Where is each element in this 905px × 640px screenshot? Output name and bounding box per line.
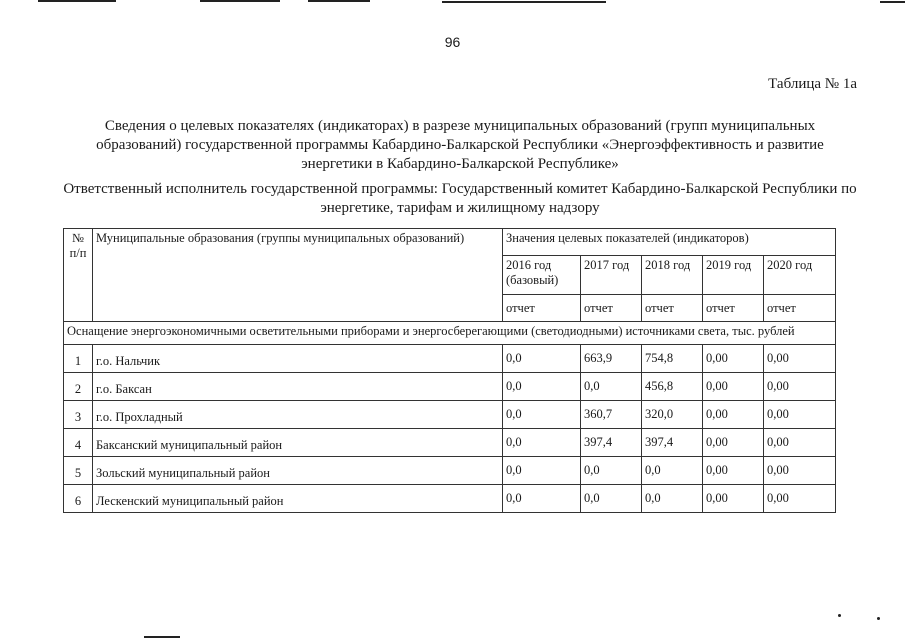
header-num: № п/п [64, 229, 93, 322]
row-value: 397,4 [581, 429, 642, 457]
row-value: 360,7 [581, 401, 642, 429]
row-value: 320,0 [642, 401, 703, 429]
document-title: Сведения о целевых показателях (индикаторах) в разрезе муниципальных образований (групп муниципальных образований) государственной программы Кабардино-Балкарской Республики «Энергоэффективность и развитие энергетики в Кабардино-Балкарской Республике» [96, 118, 824, 172]
row-value: 0,00 [764, 485, 836, 513]
row-value: 0,0 [503, 401, 581, 429]
row-value: 0,0 [642, 457, 703, 485]
row-value: 0,00 [764, 345, 836, 373]
row-value: 0,0 [503, 345, 581, 373]
row-value: 0,00 [764, 401, 836, 429]
table-row [64, 401, 836, 429]
table-row [64, 429, 836, 457]
row-value: 0,00 [703, 485, 764, 513]
row-num: 2 [64, 373, 93, 401]
section-title: Оснащение энергоэкономичными осветительными приборами и энергосберегающими (светодиодными) источниками света, тыс. рублей [64, 322, 836, 345]
scan-line [144, 636, 180, 638]
row-municipality: Лескенский муниципальный район [93, 485, 503, 513]
row-value: 663,9 [581, 345, 642, 373]
scan-dot [877, 617, 880, 620]
page-number: 96 [444, 34, 461, 50]
row-value: 754,8 [642, 345, 703, 373]
table-row [64, 373, 836, 401]
row-municipality: Зольский муниципальный район [93, 457, 503, 485]
row-value: 0,0 [503, 485, 581, 513]
row-value: 0,0 [581, 457, 642, 485]
header-report: отчет [642, 295, 703, 322]
row-value: 0,0 [581, 373, 642, 401]
header-municipality: Муниципальные образования (группы муниципальных образований) [93, 229, 503, 322]
row-value: 0,00 [703, 401, 764, 429]
indicators-table [63, 228, 836, 513]
header-report: отчет [581, 295, 642, 322]
row-value: 0,00 [703, 457, 764, 485]
scan-line [880, 1, 905, 3]
table-row [64, 345, 836, 373]
header-year: 2017 год [581, 256, 642, 295]
row-value: 0,00 [764, 373, 836, 401]
scan-line [38, 0, 116, 2]
header-indicators: Значения целевых показателей (индикаторов) [503, 229, 836, 256]
header-report: отчет [764, 295, 836, 322]
scan-dot [838, 614, 841, 617]
table-row [64, 457, 836, 485]
row-municipality: г.о. Прохладный [93, 401, 503, 429]
row-value: 0,00 [703, 345, 764, 373]
table-label: Таблица № 1а [768, 76, 857, 92]
header-year: 2018 год [642, 256, 703, 295]
responsible-executor: Ответственный исполнитель государственной программы: Государственный комитет Кабардино-Балкарской Республики по энергетике, тарифам и жилищному надзору [63, 181, 857, 216]
row-municipality: г.о. Нальчик [93, 345, 503, 373]
row-municipality: Баксанский муниципальный район [93, 429, 503, 457]
header-year: 2019 год [703, 256, 764, 295]
row-value: 0,00 [764, 429, 836, 457]
scan-line [200, 0, 280, 2]
row-value: 0,0 [503, 373, 581, 401]
header-report: отчет [503, 295, 581, 322]
row-num: 6 [64, 485, 93, 513]
row-num: 5 [64, 457, 93, 485]
row-num: 3 [64, 401, 93, 429]
scan-line [308, 0, 370, 2]
row-num: 1 [64, 345, 93, 373]
row-value: 456,8 [642, 373, 703, 401]
row-value: 0,0 [642, 485, 703, 513]
row-value: 0,0 [503, 429, 581, 457]
header-year: 2020 год [764, 256, 836, 295]
row-value: 0,0 [581, 485, 642, 513]
row-value: 0,00 [764, 457, 836, 485]
row-value: 397,4 [642, 429, 703, 457]
header-year: 2016 год (базовый) [503, 256, 581, 295]
row-value: 0,0 [503, 457, 581, 485]
row-municipality: г.о. Баксан [93, 373, 503, 401]
table-row [64, 485, 836, 513]
row-value: 0,00 [703, 373, 764, 401]
header-report: отчет [703, 295, 764, 322]
scan-line [442, 1, 606, 3]
row-value: 0,00 [703, 429, 764, 457]
row-num: 4 [64, 429, 93, 457]
